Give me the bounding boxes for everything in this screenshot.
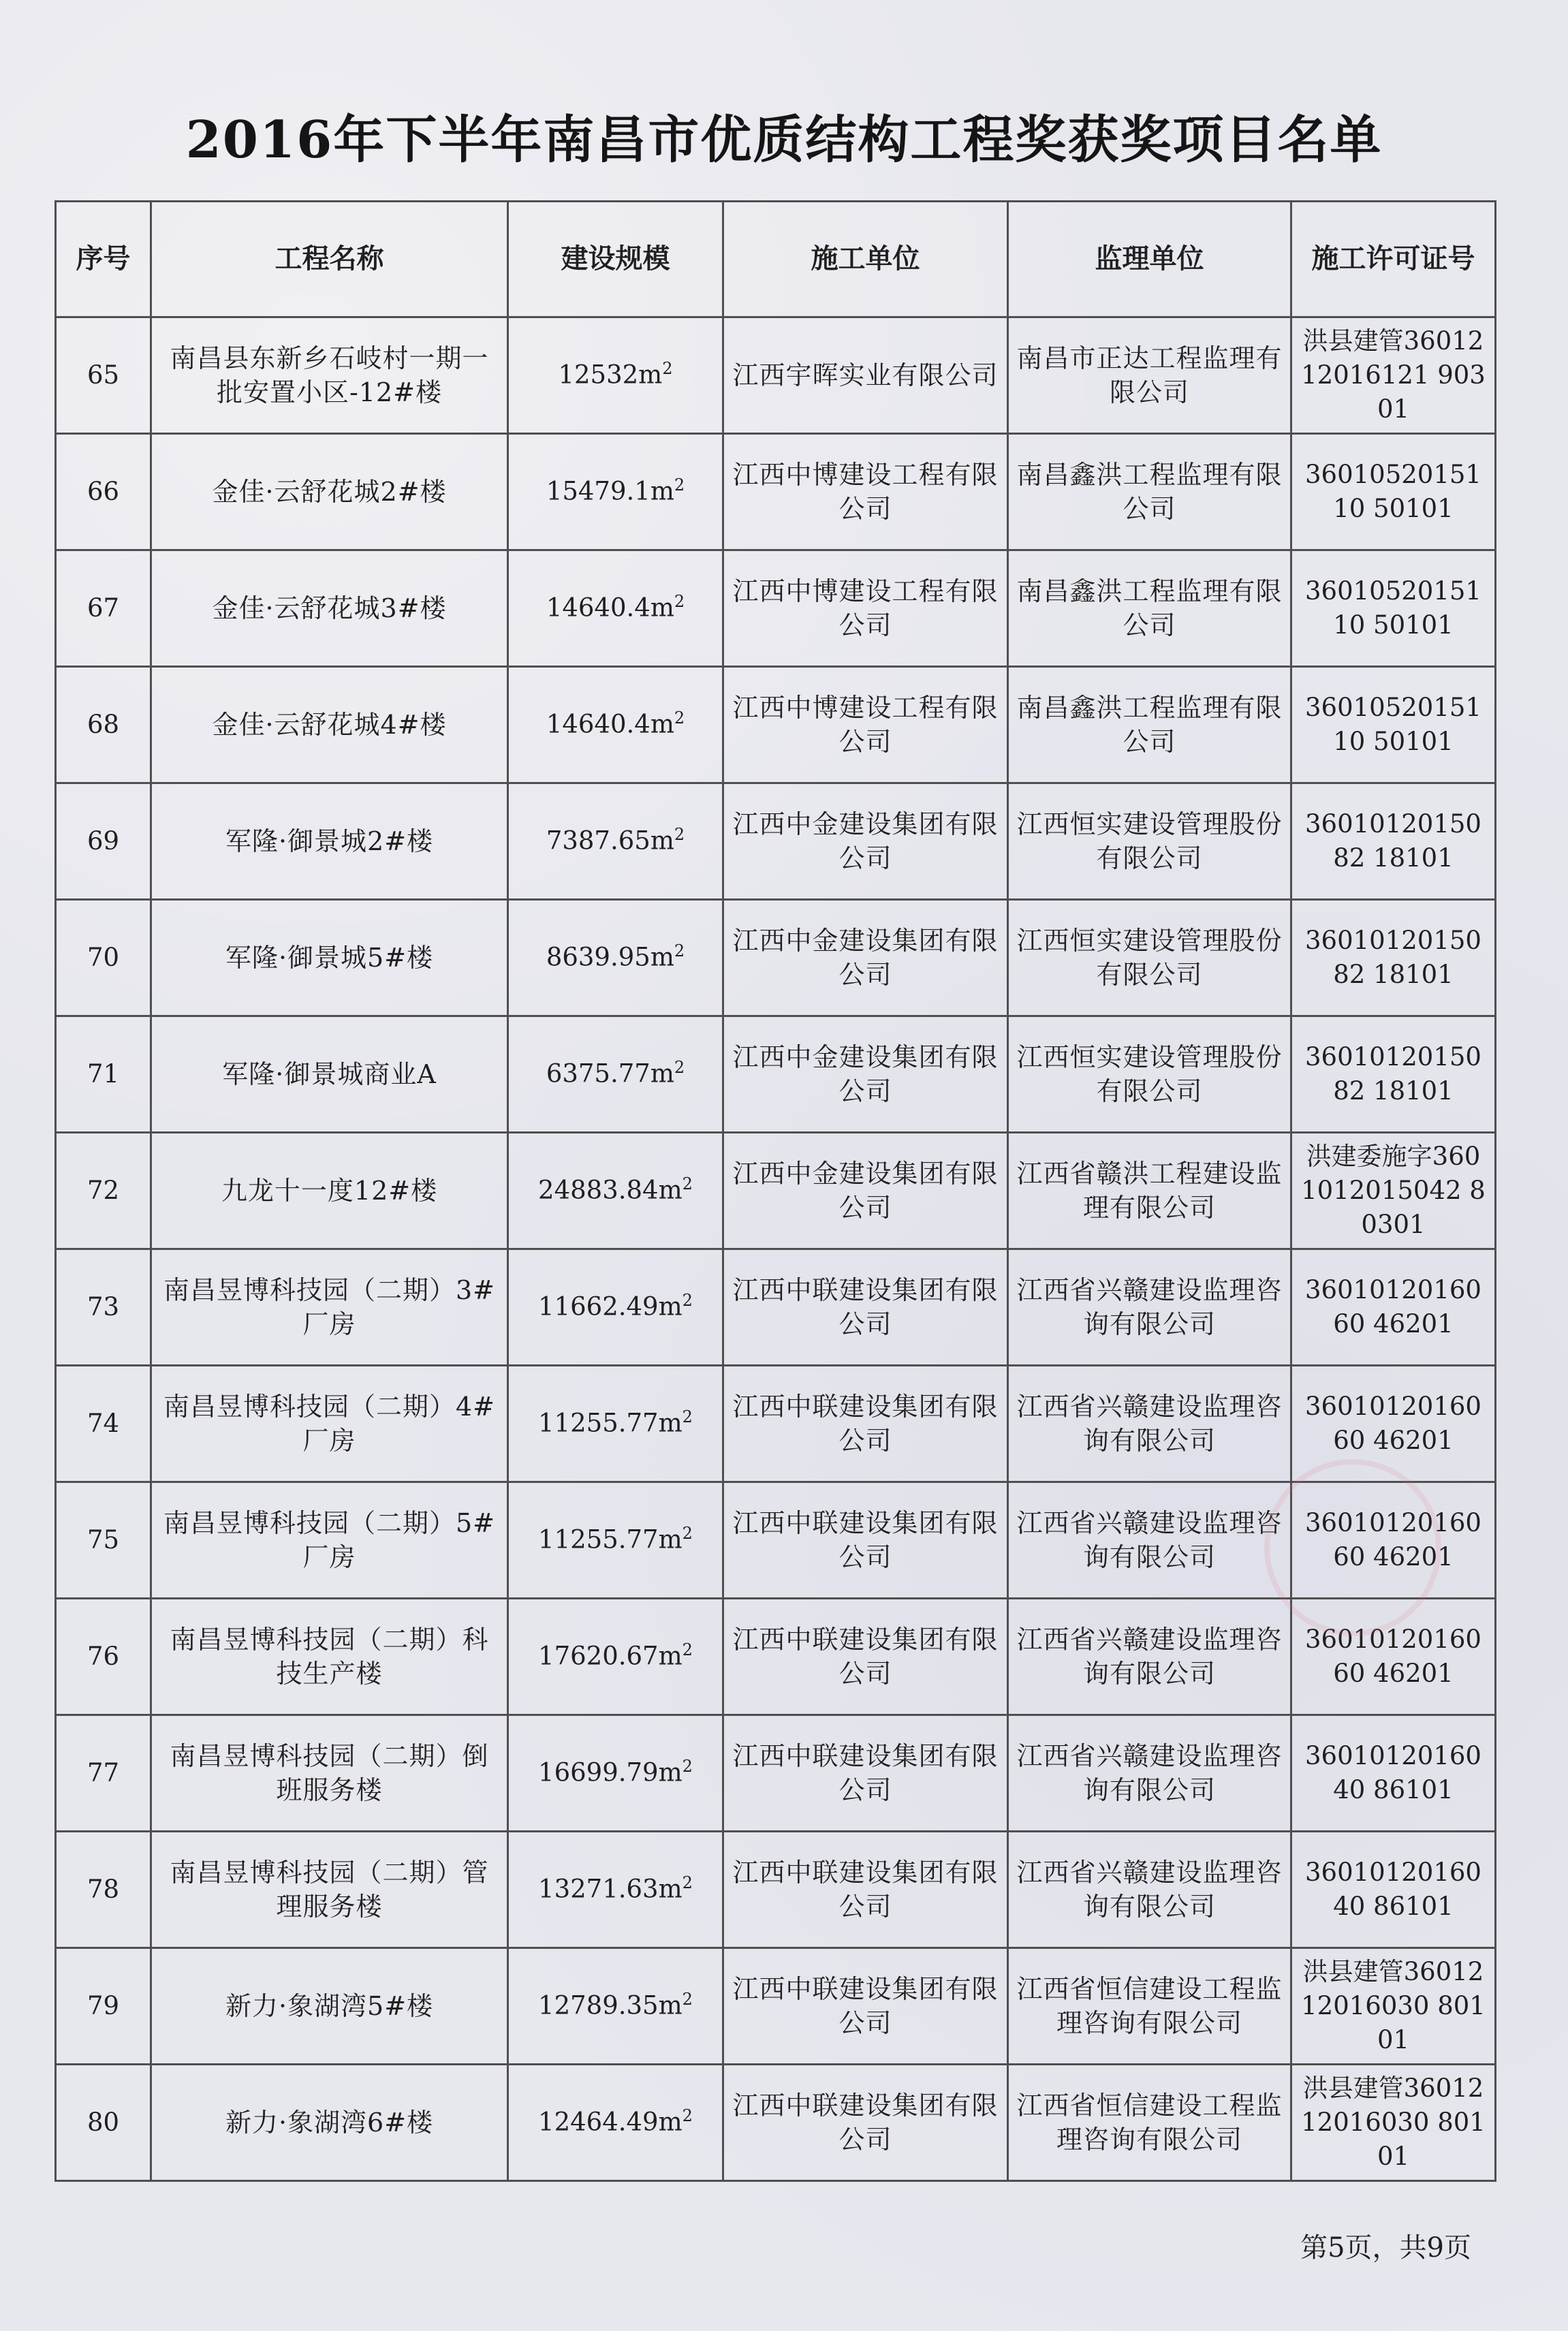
row-contractor: 江西中联建设集团有限公司 (723, 1948, 1008, 2065)
row-seq: 65 (56, 317, 151, 434)
row-scale (508, 1133, 723, 1249)
row-seq: 69 (56, 783, 151, 900)
row-contractor: 江西中联建设集团有限公司 (723, 1366, 1008, 1482)
header-contractor: 施工单位 (723, 202, 1008, 317)
row-contractor: 江西宇晖实业有限公司 (723, 317, 1008, 434)
row-scale (508, 550, 723, 667)
scale-power: 2 (682, 1524, 693, 1544)
scale-power: 2 (674, 592, 685, 612)
row-seq: 74 (56, 1366, 151, 1482)
row-scale (508, 317, 723, 434)
row-scale (508, 1482, 723, 1599)
table-row (56, 1016, 1496, 1133)
scale-value: 6375.77m (546, 1059, 674, 1089)
row-project-name: 南昌昱博科技园（二期）4#厂房 (151, 1366, 508, 1482)
row-permit: 洪县建管3601212016121 90301 (1291, 317, 1496, 434)
scale-value: 16699.79m (538, 1757, 683, 1787)
scale-value: 11255.77m (538, 1408, 683, 1438)
row-contractor: 江西中联建设集团有限公司 (723, 1832, 1008, 1948)
scale-value: 17620.67m (538, 1641, 683, 1671)
scale-value: 11255.77m (538, 1524, 683, 1554)
row-scale (508, 667, 723, 783)
scale-power: 2 (674, 475, 685, 495)
row-contractor: 江西中联建设集团有限公司 (723, 1249, 1008, 1366)
table-row (56, 900, 1496, 1016)
row-contractor: 江西中金建设集团有限公司 (723, 783, 1008, 900)
scale-power: 2 (682, 1174, 693, 1194)
row-seq: 72 (56, 1133, 151, 1249)
row-supervisor: 江西恒实建设管理股份有限公司 (1008, 1016, 1291, 1133)
row-supervisor: 南昌鑫洪工程监理有限公司 (1008, 550, 1291, 667)
row-seq: 68 (56, 667, 151, 783)
row-contractor: 江西中博建设工程有限公司 (723, 434, 1008, 550)
row-scale (508, 900, 723, 1016)
scale-power: 2 (674, 941, 685, 961)
scale-value: 12789.35m (538, 1990, 683, 2020)
award-project-table (54, 200, 1496, 2182)
row-project-name: 金佳·云舒花城3#楼 (151, 550, 508, 667)
table-row (56, 1599, 1496, 1715)
row-seq: 76 (56, 1599, 151, 1715)
row-permit: 3601012016060 46201 (1291, 1482, 1496, 1599)
row-seq: 79 (56, 1948, 151, 2065)
header-seq: 序号 (56, 202, 151, 317)
scale-power: 2 (682, 1990, 693, 2009)
row-scale (508, 1715, 723, 1832)
row-scale (508, 1366, 723, 1482)
row-project-name: 军隆·御景城商业A (151, 1016, 508, 1133)
row-supervisor: 南昌鑫洪工程监理有限公司 (1008, 667, 1291, 783)
table-row (56, 1482, 1496, 1599)
row-contractor: 江西中博建设工程有限公司 (723, 667, 1008, 783)
row-seq: 66 (56, 434, 151, 550)
row-permit: 洪建委施字3601012015042 80301 (1291, 1133, 1496, 1249)
row-supervisor: 江西省兴赣建设监理咨询有限公司 (1008, 1599, 1291, 1715)
row-permit: 洪县建管3601212016030 80101 (1291, 1948, 1496, 2065)
row-supervisor: 江西省恒信建设工程监理咨询有限公司 (1008, 2065, 1291, 2181)
row-supervisor: 南昌市正达工程监理有限公司 (1008, 317, 1291, 434)
table-row (56, 550, 1496, 667)
row-permit: 3601012016060 46201 (1291, 1366, 1496, 1482)
scale-value: 8639.95m (546, 942, 674, 972)
row-project-name: 军隆·御景城5#楼 (151, 900, 508, 1016)
row-project-name: 新力·象湖湾6#楼 (151, 2065, 508, 2181)
row-seq: 75 (56, 1482, 151, 1599)
row-supervisor: 江西省恒信建设工程监理咨询有限公司 (1008, 1948, 1291, 2065)
row-permit: 3601012015082 18101 (1291, 783, 1496, 900)
row-scale (508, 434, 723, 550)
row-scale (508, 1249, 723, 1366)
row-scale (508, 1948, 723, 2065)
scale-power: 2 (682, 1873, 693, 1893)
row-contractor: 江西中联建设集团有限公司 (723, 1482, 1008, 1599)
row-contractor: 江西中金建设集团有限公司 (723, 1016, 1008, 1133)
scale-value: 13271.63m (538, 1874, 683, 1904)
table-row (56, 1715, 1496, 1832)
row-permit: 洪县建管3601212016030 80101 (1291, 2065, 1496, 2181)
table-row (56, 783, 1496, 900)
document-title: 2016年下半年南昌市优质结构工程奖获奖项目名单 (185, 110, 1383, 170)
row-permit: 3601052015110 50101 (1291, 550, 1496, 667)
scale-power: 2 (682, 2106, 693, 2126)
scale-value: 14640.4m (546, 593, 674, 623)
row-project-name: 南昌县东新乡石岐村一期一批安置小区-12#楼 (151, 317, 508, 434)
row-contractor: 江西中博建设工程有限公司 (723, 550, 1008, 667)
table-row (56, 317, 1496, 434)
row-supervisor: 江西省赣洪工程建设监理有限公司 (1008, 1133, 1291, 1249)
row-project-name: 南昌昱博科技园（二期）倒班服务楼 (151, 1715, 508, 1832)
row-project-name: 南昌昱博科技园（二期）科技生产楼 (151, 1599, 508, 1715)
scale-value: 7387.65m (546, 826, 674, 856)
header-scale: 建设规模 (508, 202, 723, 317)
row-seq: 78 (56, 1832, 151, 1948)
row-scale (508, 1016, 723, 1133)
row-supervisor: 江西恒实建设管理股份有限公司 (1008, 900, 1291, 1016)
table-row (56, 1948, 1496, 2065)
row-supervisor: 南昌鑫洪工程监理有限公司 (1008, 434, 1291, 550)
row-project-name: 金佳·云舒花城4#楼 (151, 667, 508, 783)
row-permit: 3601012015082 18101 (1291, 900, 1496, 1016)
scale-value: 14640.4m (546, 709, 674, 739)
row-contractor: 江西中联建设集团有限公司 (723, 1599, 1008, 1715)
scale-power: 2 (682, 1757, 693, 1777)
row-project-name: 军隆·御景城2#楼 (151, 783, 508, 900)
row-supervisor: 江西省兴赣建设监理咨询有限公司 (1008, 1832, 1291, 1948)
row-supervisor: 江西省兴赣建设监理咨询有限公司 (1008, 1482, 1291, 1599)
row-contractor: 江西中金建设集团有限公司 (723, 900, 1008, 1016)
scale-power: 2 (682, 1291, 693, 1311)
row-scale (508, 783, 723, 900)
table-row (56, 1249, 1496, 1366)
scale-value: 15479.1m (546, 476, 674, 506)
scale-power: 2 (674, 1058, 685, 1078)
table-row (56, 667, 1496, 783)
page-footer: 第5页，共9页 (1300, 2232, 1471, 2264)
row-supervisor: 江西恒实建设管理股份有限公司 (1008, 783, 1291, 900)
row-seq: 80 (56, 2065, 151, 2181)
row-project-name: 南昌昱博科技园（二期）管理服务楼 (151, 1832, 508, 1948)
header-permit: 施工许可证号 (1291, 202, 1496, 317)
table-header-row (56, 202, 1496, 317)
row-contractor: 江西中联建设集团有限公司 (723, 1715, 1008, 1832)
award-table-wrapper (54, 200, 1494, 2181)
row-seq: 77 (56, 1715, 151, 1832)
row-permit: 3601012016040 86101 (1291, 1715, 1496, 1832)
row-seq: 71 (56, 1016, 151, 1133)
row-contractor: 江西中金建设集团有限公司 (723, 1133, 1008, 1249)
row-scale (508, 2065, 723, 2181)
header-project-name: 工程名称 (151, 202, 508, 317)
row-permit: 3601012016060 46201 (1291, 1249, 1496, 1366)
row-permit: 3601052015110 50101 (1291, 434, 1496, 550)
table-row (56, 1133, 1496, 1249)
row-supervisor: 江西省兴赣建设监理咨询有限公司 (1008, 1715, 1291, 1832)
scale-power: 2 (662, 359, 673, 379)
row-seq: 67 (56, 550, 151, 667)
table-row (56, 2065, 1496, 2181)
row-contractor: 江西中联建设集团有限公司 (723, 2065, 1008, 2181)
scale-power: 2 (674, 825, 685, 845)
row-project-name: 金佳·云舒花城2#楼 (151, 434, 508, 550)
row-permit: 3601012015082 18101 (1291, 1016, 1496, 1133)
row-supervisor: 江西省兴赣建设监理咨询有限公司 (1008, 1366, 1291, 1482)
row-project-name: 九龙十一度12#楼 (151, 1133, 508, 1249)
scale-value: 12464.49m (538, 2107, 683, 2137)
row-project-name: 南昌昱博科技园（二期）3#厂房 (151, 1249, 508, 1366)
scale-value: 11662.49m (538, 1292, 683, 1321)
table-row (56, 434, 1496, 550)
table-row (56, 1832, 1496, 1948)
row-project-name: 新力·象湖湾5#楼 (151, 1948, 508, 2065)
row-permit: 3601012016060 46201 (1291, 1599, 1496, 1715)
row-scale (508, 1599, 723, 1715)
row-scale (508, 1832, 723, 1948)
row-seq: 73 (56, 1249, 151, 1366)
row-seq: 70 (56, 900, 151, 1016)
row-supervisor: 江西省兴赣建设监理咨询有限公司 (1008, 1249, 1291, 1366)
scale-power: 2 (682, 1407, 693, 1427)
scale-value: 24883.84m (538, 1175, 683, 1205)
row-permit: 3601052015110 50101 (1291, 667, 1496, 783)
scale-power: 2 (674, 708, 685, 728)
row-permit: 3601012016040 86101 (1291, 1832, 1496, 1948)
header-supervisor: 监理单位 (1008, 202, 1291, 317)
scale-value: 12532m (558, 360, 663, 390)
scale-power: 2 (682, 1640, 693, 1660)
row-project-name: 南昌昱博科技园（二期）5#厂房 (151, 1482, 508, 1599)
table-row (56, 1366, 1496, 1482)
